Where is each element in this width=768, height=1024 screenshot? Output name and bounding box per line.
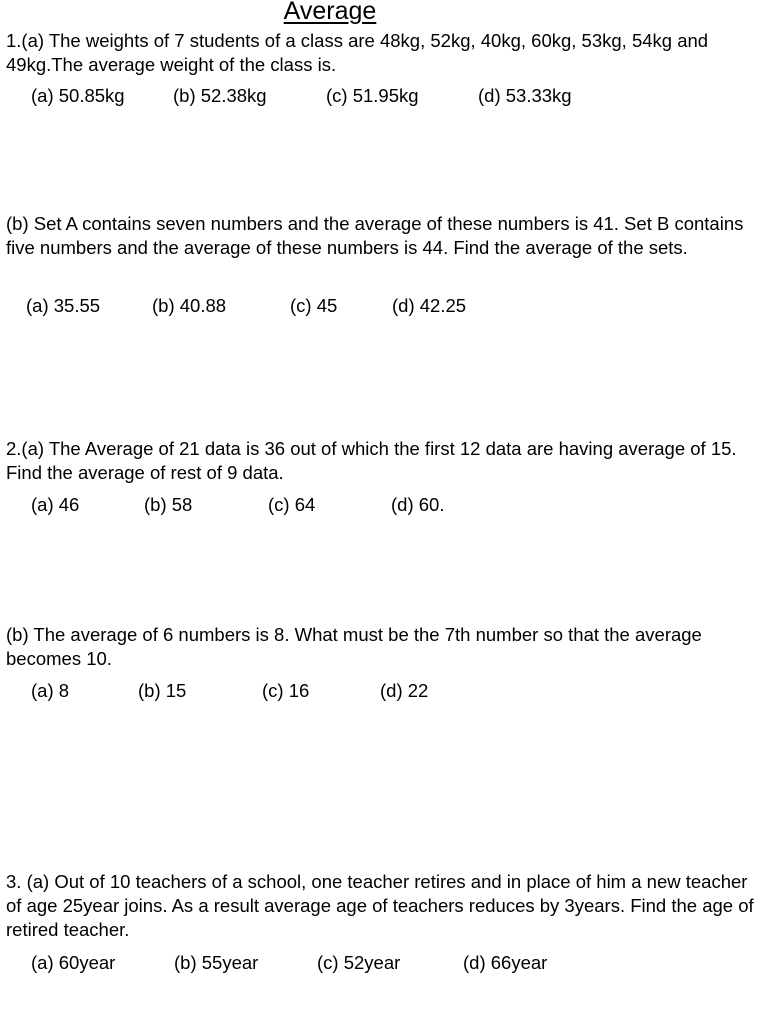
option-a: (a) 35.55 [26,295,101,316]
page-title: Average [283,0,377,25]
question-3a-text: 3. (a) Out of 10 teachers of a school, one teacher retires and in place of him a new teacher of age 25year joins. As a result average age of teachers reduces by 3years. Find the age of retired teacher. [6,871,754,940]
option-d: (d) 60. [391,494,445,515]
option-b: (b) 58 [144,494,193,515]
option-b: (b) 52.38kg [173,85,267,106]
option-a: (a) 50.85kg [31,85,125,106]
option-a: (a) 46 [31,494,80,515]
question-1a-text: 1.(a) The weights of 7 students of a class are 48kg, 52kg, 40kg, 60kg, 53kg, 54kg and 49kg.The average weight of the class is. [6,30,709,75]
option-d: (d) 42.25 [392,295,467,316]
option-c: (c) 16 [262,680,310,701]
option-d: (d) 22 [380,680,429,701]
option-a: (a) 8 [31,680,70,701]
option-c: (c) 51.95kg [326,85,419,106]
question-1b-text: (b) Set A contains seven numbers and the average of these numbers is 41. Set B contains five numbers and the average of these numbers is 44. Find the average of the sets. [6,213,744,258]
option-b: (b) 40.88 [152,295,227,316]
option-d: (d) 66year [463,952,548,973]
option-c: (c) 45 [290,295,338,316]
question-2b-text: (b) The average of 6 numbers is 8. What must be the 7th number so that the average becomes 10. [6,624,702,669]
option-a: (a) 60year [31,952,116,973]
question-2a-text: 2.(a) The Average of 21 data is 36 out of which the first 12 data are having average of 15. Find the average of rest of 9 data. [6,438,737,483]
option-c: (c) 64 [268,494,316,515]
option-b: (b) 15 [138,680,187,701]
option-b: (b) 55year [174,952,259,973]
option-c: (c) 52year [317,952,401,973]
option-d: (d) 53.33kg [478,85,572,106]
